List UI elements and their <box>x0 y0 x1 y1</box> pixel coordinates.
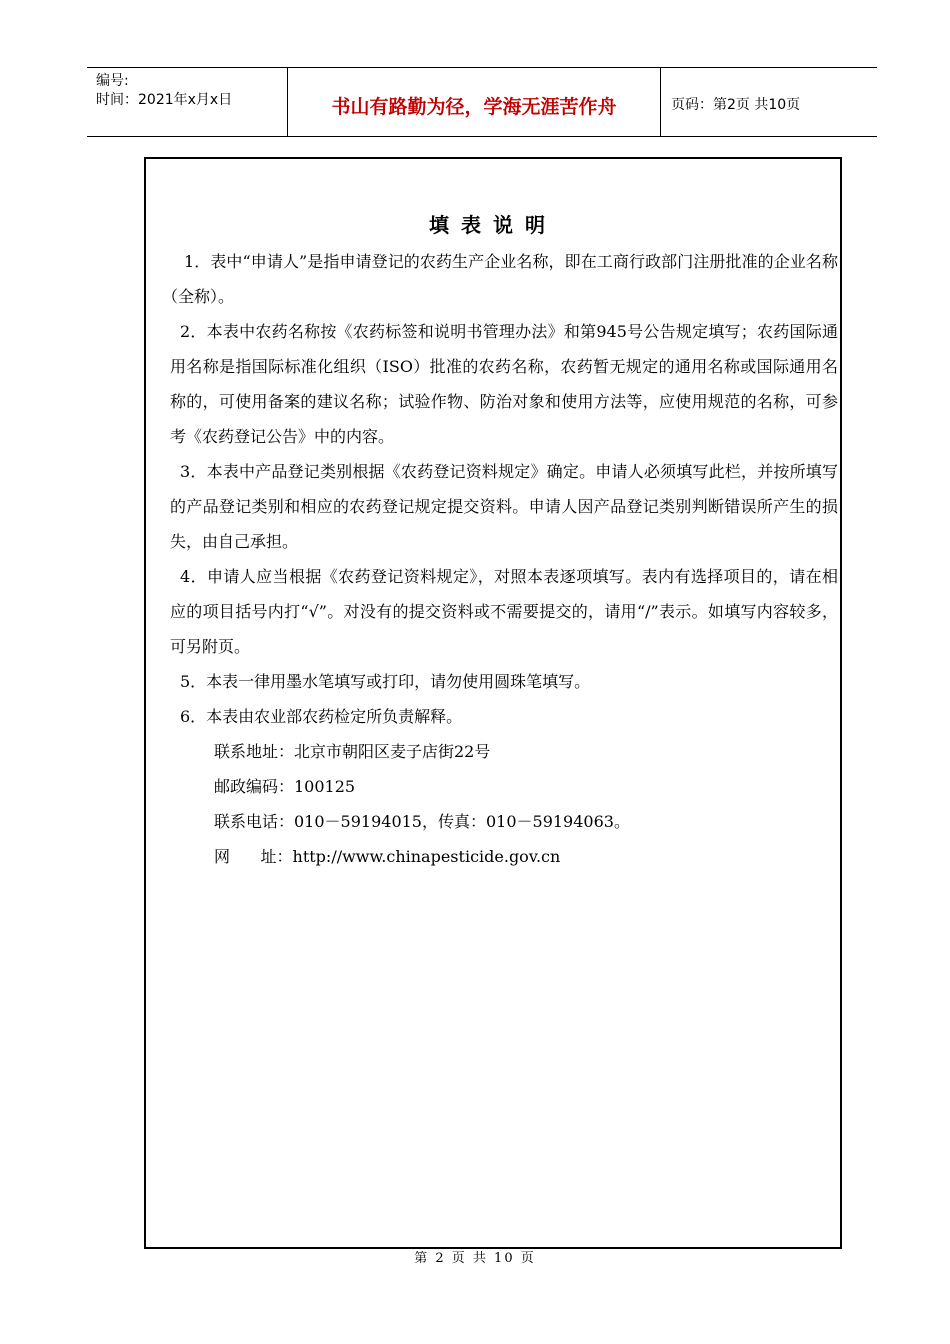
header-page-cell <box>661 68 877 136</box>
note-item-5: 5．本表一律用墨水笔填写或打印，请勿使用圆珠笔填写。 <box>180 672 591 691</box>
contact-address: 联系地址：北京市朝阳区麦子店街22号 <box>214 742 491 761</box>
page-title: 填表说明 <box>429 213 557 237</box>
note-item-3: 3．本表中产品登记类别根据《农药登记资料规定》确定。申请人必须填写此栏，并按所填写的产品登记类别和相应的农药登记规定提交资料。申请人因产品登记类别判断错误所产生的损失，由自己承担。 <box>170 462 838 551</box>
date-label: 时间：2021年x月x日 <box>96 92 233 108</box>
contact-phone-fax: 联系电话：010－59194015，传真：010－59194063。 <box>214 812 630 831</box>
motto-text: 书山有路勤为径，学海无涯苦作舟 <box>331 96 617 118</box>
form-notes-box <box>144 157 842 1249</box>
contact-website: 网 址：http://www.chinapesticide.gov.cn <box>214 847 561 866</box>
note-item-6: 6．本表由农业部农药检定所负责解释。 <box>180 707 463 726</box>
header-motto-cell <box>287 68 661 136</box>
note-item-2: 2．本表中农药名称按《农药标签和说明书管理办法》和第945号公告规定填写；农药国际通用名称是指国际标准化组织（ISO）批准的农药名称，农药暂无规定的通用名称或国际通用名称的，可使用备案的建议名称；试验作物、防治对象和使用方法等，应使用规范的名称，可参考《农药登记公告》中的内容。 <box>170 322 838 446</box>
document-header <box>87 67 877 137</box>
contact-postcode: 邮政编码：100125 <box>214 777 356 796</box>
note-item-1: 1．表中“申请人”是指申请登记的农药生产企业名称，即在工商行政部门注册批准的企业名称（全称）。 <box>162 252 838 306</box>
header-page-number: 页码：第2页 共10页 <box>671 97 801 113</box>
note-item-4: 4．申请人应当根据《农药登记资料规定》，对照本表逐项填写。表内有选择项目的，请在相应的项目括号内打“√”。对没有的提交资料或不需要提交的，请用“/”表示。如填写内容较多，可另附页。 <box>170 567 838 656</box>
notes-content <box>162 244 838 874</box>
header-meta-cell <box>87 68 287 136</box>
page-footer: 第 2 页 共 10 页 <box>414 1251 536 1266</box>
serial-number-label: 编号: <box>96 73 129 89</box>
